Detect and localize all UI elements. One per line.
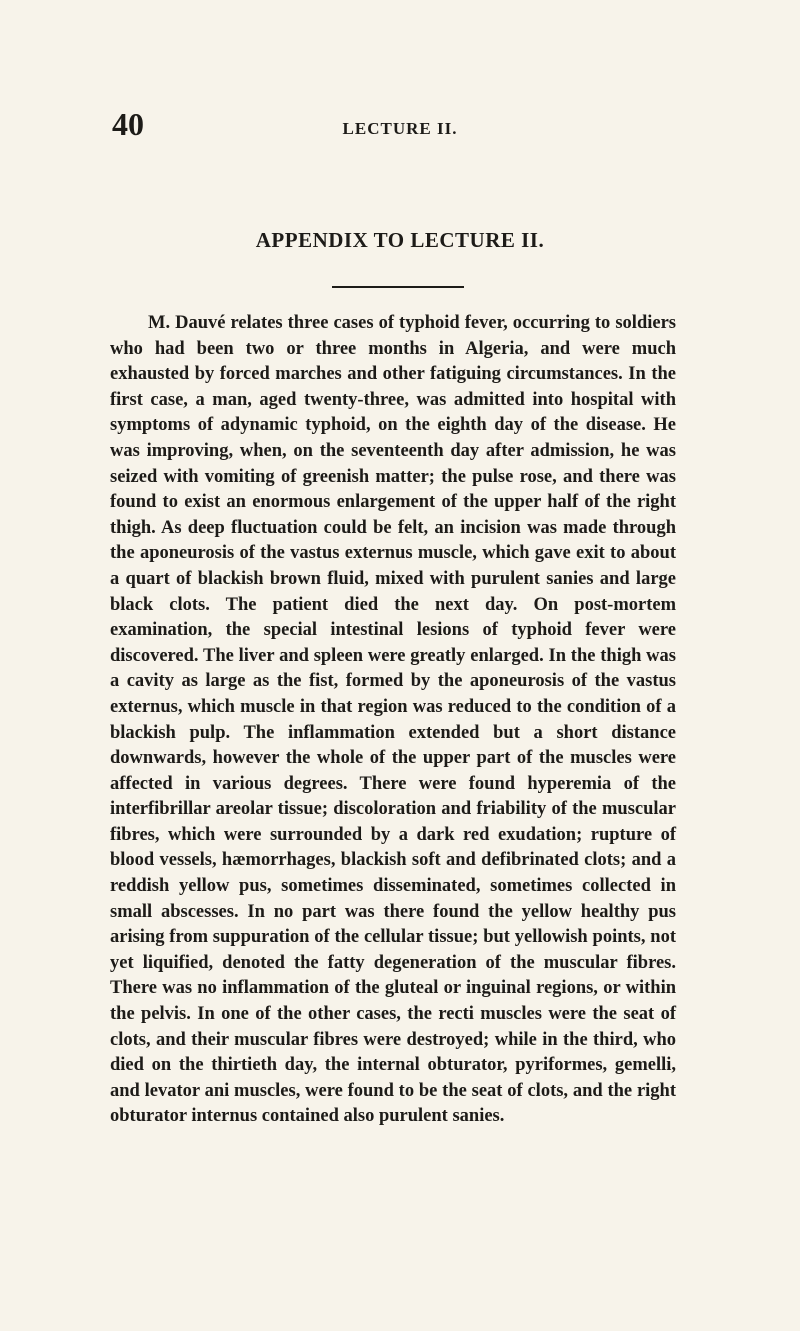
appendix-title: APPENDIX TO LECTURE II. <box>255 228 545 252</box>
title-divider <box>332 286 464 288</box>
body-paragraph: M. Dauvé relates three cases of typhoid fever, occurring to soldiers who had been two or three months in Algeria, and were much exhausted by forced marches and other fatiguing circumstances. In the first case, a man, aged twenty-three, was admitted into hospital with symptoms of adynamic typhoid, on the eighth day of the disease. He was improving, when, on the seventeenth day after admission, he was seized with vomiting of greenish matter; the pulse rose, and there was found to exist an enormous enlargement of the upper half of the right thigh. As deep fluctuation could be felt, an incision was made through the aponeurosis of the vastus externus muscle, which gave exit to about a quart of blackish brown fluid, mixed with purulent sanies and large black clots. The patient died the next day. On post-mortem examination, the special intestinal lesions of typhoid fever were discovered. The liver and spleen were greatly enlarged. In the thigh was a cavity as large as the fist, formed by the aponeurosis of the vastus externus, which muscle in that region was reduced to the condition of a blackish pulp. The inflammation extended but a short distance downwards, however the whole of the upper part of the muscles were affected in various degrees. There were found hyperemia of the interfibrillar areolar tissue; discoloration and friability of the muscular fibres, which were surrounded by a dark red exudation; rupture of blood vessels, hæmorrhages, blackish soft and defibrinated clots; and a reddish yellow pus, sometimes disseminated, sometimes collected in small abscesses. In no part was there found the yellow healthy pus arising from suppuration of the cellular tissue; but yellowish points, not yet liquified, denoted the fatty degeneration of the muscular fibres. There was no inflammation of the gluteal or inguinal regions, or within the pelvis. In one of the other cases, the recti muscles were the seat of clots, and their muscular fibres were destroyed; while in the third, who died on the thirtieth day, the internal obturator, pyriformes, gemelli, and levator ani muscles, were found to be the seat of clots, and the right obturator internus contained also purulent sanies. <box>110 313 676 1127</box>
running-head <box>0 108 800 148</box>
page-number: 40 <box>112 106 144 142</box>
running-title: LECTURE II. <box>342 119 458 138</box>
